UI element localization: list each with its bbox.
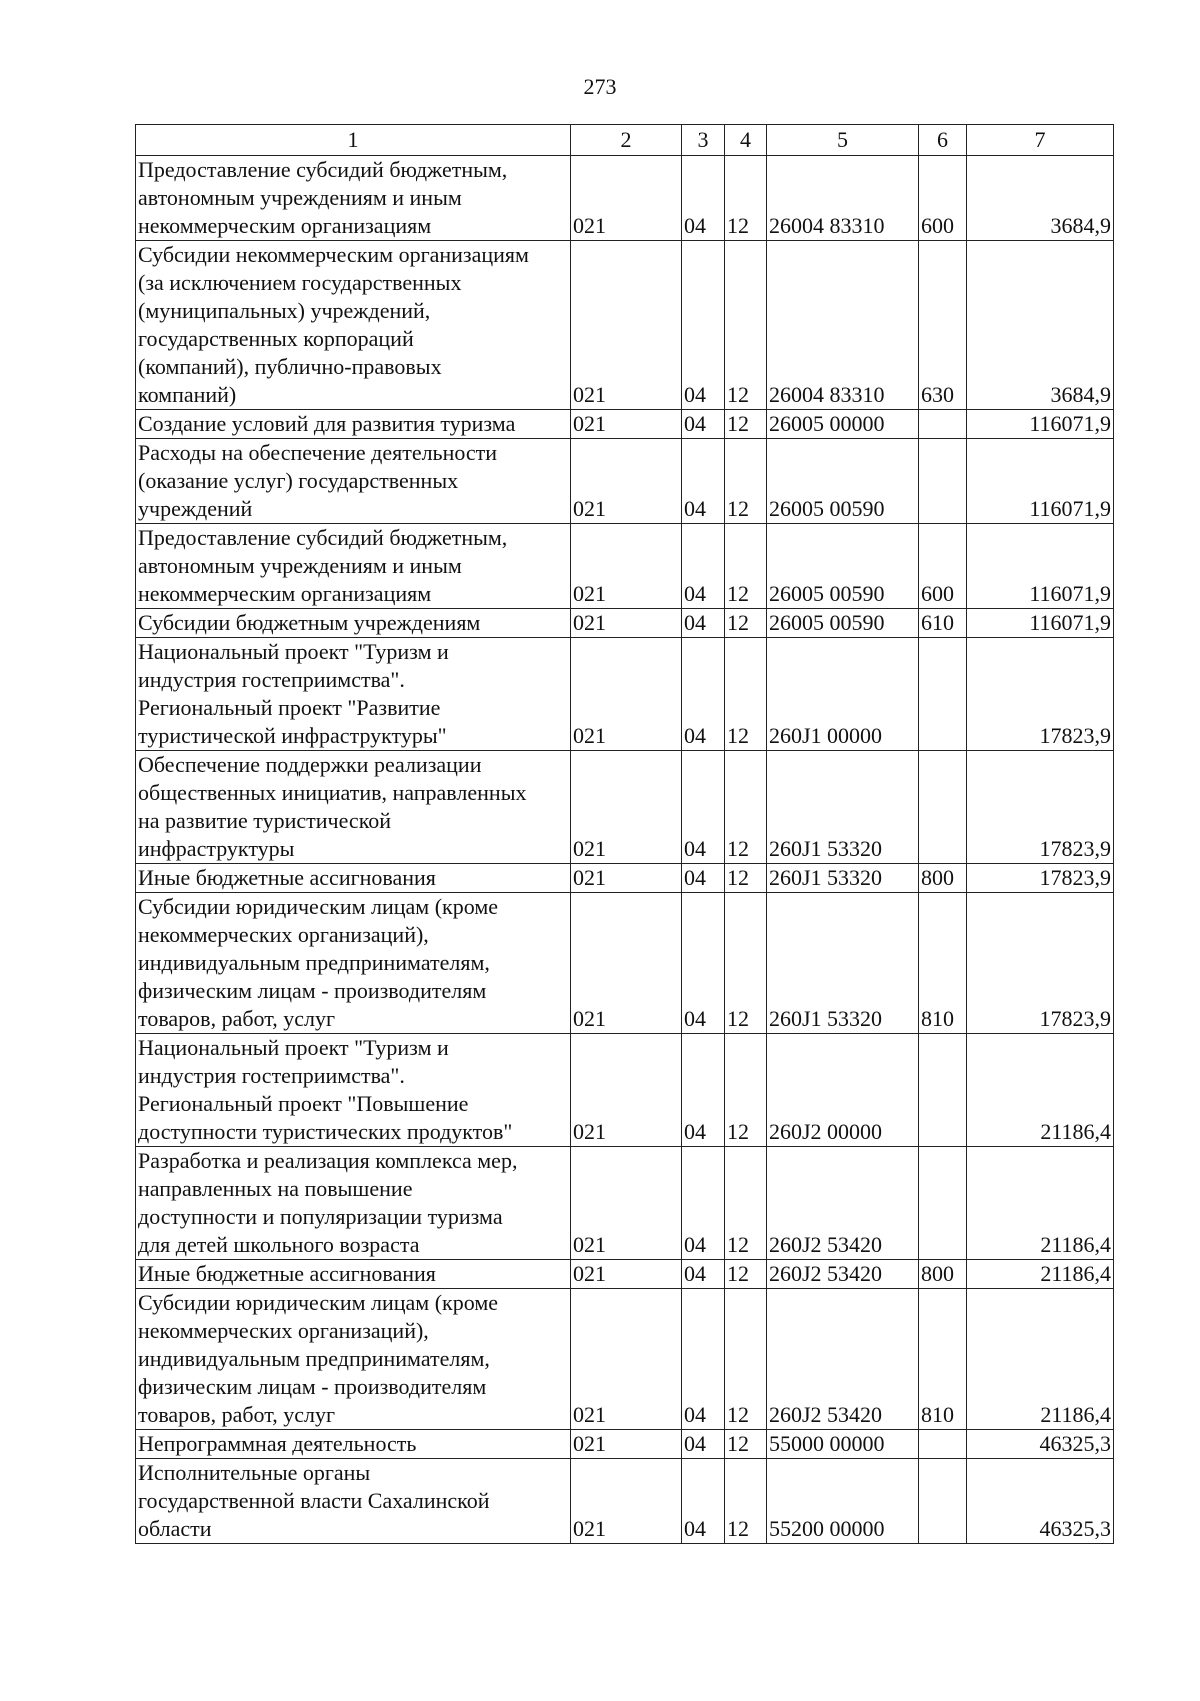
row-col-3: 04 bbox=[682, 410, 725, 439]
header-col-2: 2 bbox=[571, 125, 682, 156]
row-name-line: Расходы на обеспечение деятельности bbox=[138, 440, 498, 465]
row-name-line: индивидуальным предпринимателям, bbox=[138, 1346, 490, 1371]
row-col-4: 12 bbox=[725, 439, 767, 524]
row-col-6: 800 bbox=[919, 1260, 967, 1289]
row-name-cell bbox=[136, 156, 571, 241]
row-name-line: (муниципальных) учреждений, bbox=[138, 298, 431, 323]
row-col-7: 3684,9 bbox=[967, 241, 1114, 410]
row-col-4: 12 bbox=[725, 1147, 767, 1260]
row-name-line: некоммерческих организаций), bbox=[138, 1318, 429, 1343]
row-col-4: 12 bbox=[725, 410, 767, 439]
row-name-line: Непрограммная деятельность bbox=[138, 1431, 417, 1456]
row-col-3: 04 bbox=[682, 1459, 725, 1544]
row-col-6: 610 bbox=[919, 609, 967, 638]
table-row bbox=[136, 439, 1114, 524]
row-col-2: 021 bbox=[571, 1260, 682, 1289]
row-name-line: Иные бюджетные ассигнования bbox=[138, 1261, 436, 1286]
row-name-line: физическим лицам - производителям bbox=[138, 978, 487, 1003]
row-name-line: товаров, работ, услуг bbox=[138, 1006, 335, 1031]
row-col-4: 12 bbox=[725, 524, 767, 609]
row-col-6 bbox=[919, 1034, 967, 1147]
row-col-5: 260J2 53420 bbox=[767, 1289, 919, 1430]
row-col-7: 3684,9 bbox=[967, 156, 1114, 241]
row-name-line: (за исключением государственных bbox=[138, 270, 462, 295]
row-col-5: 26005 00590 bbox=[767, 609, 919, 638]
row-name-line: Региональный проект "Повышение bbox=[138, 1091, 469, 1116]
row-col-2: 021 bbox=[571, 1289, 682, 1430]
row-col-3: 04 bbox=[682, 156, 725, 241]
page-number: 273 bbox=[583, 74, 617, 99]
row-name-line: на развитие туристической bbox=[138, 808, 392, 833]
row-name-line: туристической инфраструктуры" bbox=[138, 723, 447, 748]
row-col-7: 17823,9 bbox=[967, 864, 1114, 893]
row-col-5: 26004 83310 bbox=[767, 241, 919, 410]
row-name-cell bbox=[136, 524, 571, 609]
row-name-line: Предоставление субсидий бюджетным, bbox=[138, 525, 508, 550]
row-name-line: некоммерческих организаций), bbox=[138, 922, 429, 947]
table-row bbox=[136, 1260, 1114, 1289]
row-col-3: 04 bbox=[682, 1430, 725, 1459]
table-row bbox=[136, 893, 1114, 1034]
row-col-4: 12 bbox=[725, 609, 767, 638]
row-col-4: 12 bbox=[725, 1430, 767, 1459]
row-name-line: для детей школьного возраста bbox=[138, 1232, 420, 1257]
row-col-3: 04 bbox=[682, 864, 725, 893]
row-col-6: 630 bbox=[919, 241, 967, 410]
row-col-7: 17823,9 bbox=[967, 893, 1114, 1034]
row-col-5: 260J2 53420 bbox=[767, 1147, 919, 1260]
row-col-6 bbox=[919, 638, 967, 751]
row-name-line: области bbox=[138, 1516, 212, 1541]
row-col-5: 55200 00000 bbox=[767, 1459, 919, 1544]
row-col-2: 021 bbox=[571, 609, 682, 638]
row-name-cell bbox=[136, 1430, 571, 1459]
row-name-cell bbox=[136, 1034, 571, 1147]
row-col-3: 04 bbox=[682, 609, 725, 638]
table-row bbox=[136, 1289, 1114, 1430]
row-name-line: (оказание услуг) государственных bbox=[138, 468, 459, 493]
table-row bbox=[136, 1430, 1114, 1459]
row-col-6 bbox=[919, 1459, 967, 1544]
table-row bbox=[136, 751, 1114, 864]
row-name-line: Субсидии юридическим лицам (кроме bbox=[138, 1290, 499, 1315]
row-name-line: Региональный проект "Развитие bbox=[138, 695, 441, 720]
row-col-4: 12 bbox=[725, 638, 767, 751]
row-name-line: Субсидии бюджетным учреждениям bbox=[138, 610, 481, 635]
row-col-4: 12 bbox=[725, 241, 767, 410]
row-col-3: 04 bbox=[682, 1147, 725, 1260]
budget-table bbox=[135, 124, 1114, 1544]
header-col-6: 6 bbox=[919, 125, 967, 156]
row-name-line: некоммерческим организациям bbox=[138, 213, 432, 238]
row-col-6 bbox=[919, 751, 967, 864]
row-name-line: государственных корпораций bbox=[138, 326, 414, 351]
row-col-7: 116071,9 bbox=[967, 609, 1114, 638]
table-body bbox=[136, 156, 1114, 1544]
table-row bbox=[136, 638, 1114, 751]
row-name-line: Субсидии юридическим лицам (кроме bbox=[138, 894, 499, 919]
row-col-2: 021 bbox=[571, 1430, 682, 1459]
header-col-7: 7 bbox=[967, 125, 1114, 156]
row-col-2: 021 bbox=[571, 439, 682, 524]
row-col-7: 116071,9 bbox=[967, 439, 1114, 524]
row-col-5: 260J1 53320 bbox=[767, 751, 919, 864]
row-name-line: индивидуальным предпринимателям, bbox=[138, 950, 490, 975]
row-name-line: доступности туристических продуктов" bbox=[138, 1119, 513, 1144]
row-col-3: 04 bbox=[682, 241, 725, 410]
row-col-2: 021 bbox=[571, 410, 682, 439]
table-row bbox=[136, 156, 1114, 241]
row-col-6 bbox=[919, 410, 967, 439]
row-name-line: автономным учреждениям и иным bbox=[138, 553, 462, 578]
row-name-cell bbox=[136, 1147, 571, 1260]
row-col-2: 021 bbox=[571, 1147, 682, 1260]
row-col-6 bbox=[919, 1430, 967, 1459]
row-name-line: Национальный проект "Туризм и bbox=[138, 1035, 449, 1060]
row-name-cell bbox=[136, 410, 571, 439]
row-col-5: 260J1 53320 bbox=[767, 893, 919, 1034]
table-row bbox=[136, 609, 1114, 638]
row-col-3: 04 bbox=[682, 893, 725, 1034]
table-row bbox=[136, 524, 1114, 609]
row-col-5: 260J2 00000 bbox=[767, 1034, 919, 1147]
row-name-cell bbox=[136, 1289, 571, 1430]
row-col-2: 021 bbox=[571, 1034, 682, 1147]
row-name-line: физическим лицам - производителям bbox=[138, 1374, 487, 1399]
header-row bbox=[136, 125, 1114, 156]
row-col-6 bbox=[919, 439, 967, 524]
table-row bbox=[136, 241, 1114, 410]
row-name-line: государственной власти Сахалинской bbox=[138, 1488, 490, 1513]
row-name-line: Иные бюджетные ассигнования bbox=[138, 865, 436, 890]
row-col-6: 810 bbox=[919, 1289, 967, 1430]
row-name-line: Предоставление субсидий бюджетным, bbox=[138, 157, 508, 182]
row-name-cell bbox=[136, 751, 571, 864]
row-col-5: 55000 00000 bbox=[767, 1430, 919, 1459]
row-name-cell bbox=[136, 241, 571, 410]
row-col-3: 04 bbox=[682, 524, 725, 609]
header-col-3: 3 bbox=[682, 125, 725, 156]
row-col-7: 21186,4 bbox=[967, 1260, 1114, 1289]
row-name-line: Субсидии некоммерческим организациям bbox=[138, 242, 529, 267]
row-col-7: 116071,9 bbox=[967, 410, 1114, 439]
row-col-4: 12 bbox=[725, 751, 767, 864]
row-name-cell bbox=[136, 1260, 571, 1289]
row-col-7: 46325,3 bbox=[967, 1430, 1114, 1459]
row-col-7: 21186,4 bbox=[967, 1147, 1114, 1260]
row-name-line: Создание условий для развития туризма bbox=[138, 411, 516, 436]
row-name-line: автономным учреждениям и иным bbox=[138, 185, 462, 210]
header-col-5: 5 bbox=[767, 125, 919, 156]
header-col-4: 4 bbox=[725, 125, 767, 156]
row-name-line: индустрия гостеприимства". bbox=[138, 1063, 405, 1088]
row-col-7: 17823,9 bbox=[967, 638, 1114, 751]
row-name-cell bbox=[136, 638, 571, 751]
row-name-cell bbox=[136, 439, 571, 524]
row-col-4: 12 bbox=[725, 1289, 767, 1430]
row-col-2: 021 bbox=[571, 1459, 682, 1544]
row-name-cell bbox=[136, 893, 571, 1034]
row-name-line: (компаний), публично-правовых bbox=[138, 354, 442, 379]
row-col-4: 12 bbox=[725, 864, 767, 893]
row-col-4: 12 bbox=[725, 1034, 767, 1147]
row-name-line: компаний) bbox=[138, 382, 237, 407]
table-row bbox=[136, 1034, 1114, 1147]
row-col-7: 17823,9 bbox=[967, 751, 1114, 864]
header-col-1: 1 bbox=[136, 125, 571, 156]
row-col-6 bbox=[919, 1147, 967, 1260]
row-col-2: 021 bbox=[571, 524, 682, 609]
row-col-7: 21186,4 bbox=[967, 1289, 1114, 1430]
row-name-cell bbox=[136, 864, 571, 893]
row-col-5: 26004 83310 bbox=[767, 156, 919, 241]
row-col-4: 12 bbox=[725, 1260, 767, 1289]
table-row bbox=[136, 410, 1114, 439]
row-col-5: 26005 00590 bbox=[767, 439, 919, 524]
row-col-5: 260J2 53420 bbox=[767, 1260, 919, 1289]
row-col-2: 021 bbox=[571, 638, 682, 751]
row-name-line: некоммерческим организациям bbox=[138, 581, 432, 606]
row-col-6: 600 bbox=[919, 524, 967, 609]
row-name-line: Национальный проект "Туризм и bbox=[138, 639, 449, 664]
row-name-line: индустрия гостеприимства". bbox=[138, 667, 405, 692]
row-col-2: 021 bbox=[571, 864, 682, 893]
row-col-5: 260J1 00000 bbox=[767, 638, 919, 751]
row-col-4: 12 bbox=[725, 1459, 767, 1544]
row-col-3: 04 bbox=[682, 1260, 725, 1289]
row-col-3: 04 bbox=[682, 1034, 725, 1147]
row-col-2: 021 bbox=[571, 893, 682, 1034]
row-col-7: 46325,3 bbox=[967, 1459, 1114, 1544]
row-col-2: 021 bbox=[571, 751, 682, 864]
row-col-5: 26005 00590 bbox=[767, 524, 919, 609]
row-name-line: учреждений bbox=[138, 496, 253, 521]
row-name-line: общественных инициатив, направленных bbox=[138, 780, 527, 805]
row-col-3: 04 bbox=[682, 439, 725, 524]
row-name-cell bbox=[136, 609, 571, 638]
row-col-6: 800 bbox=[919, 864, 967, 893]
row-col-5: 260J1 53320 bbox=[767, 864, 919, 893]
row-col-6: 600 bbox=[919, 156, 967, 241]
row-col-5: 26005 00000 bbox=[767, 410, 919, 439]
row-col-6: 810 bbox=[919, 893, 967, 1034]
row-col-4: 12 bbox=[725, 893, 767, 1034]
row-name-line: Обеспечение поддержки реализации bbox=[138, 752, 482, 777]
row-name-cell bbox=[136, 1459, 571, 1544]
row-col-7: 21186,4 bbox=[967, 1034, 1114, 1147]
row-col-3: 04 bbox=[682, 638, 725, 751]
row-name-line: товаров, работ, услуг bbox=[138, 1402, 335, 1427]
row-col-2: 021 bbox=[571, 156, 682, 241]
row-name-line: Исполнительные органы bbox=[138, 1460, 371, 1485]
row-col-4: 12 bbox=[725, 156, 767, 241]
row-col-7: 116071,9 bbox=[967, 524, 1114, 609]
table-row bbox=[136, 864, 1114, 893]
row-name-line: направленных на повышение bbox=[138, 1176, 413, 1201]
table-row bbox=[136, 1147, 1114, 1260]
row-col-3: 04 bbox=[682, 751, 725, 864]
row-col-3: 04 bbox=[682, 1289, 725, 1430]
row-name-line: доступности и популяризации туризма bbox=[138, 1204, 503, 1229]
row-name-line: Разработка и реализация комплекса мер, bbox=[138, 1148, 518, 1173]
row-name-line: инфраструктуры bbox=[138, 836, 295, 861]
table-row bbox=[136, 1459, 1114, 1544]
row-col-2: 021 bbox=[571, 241, 682, 410]
